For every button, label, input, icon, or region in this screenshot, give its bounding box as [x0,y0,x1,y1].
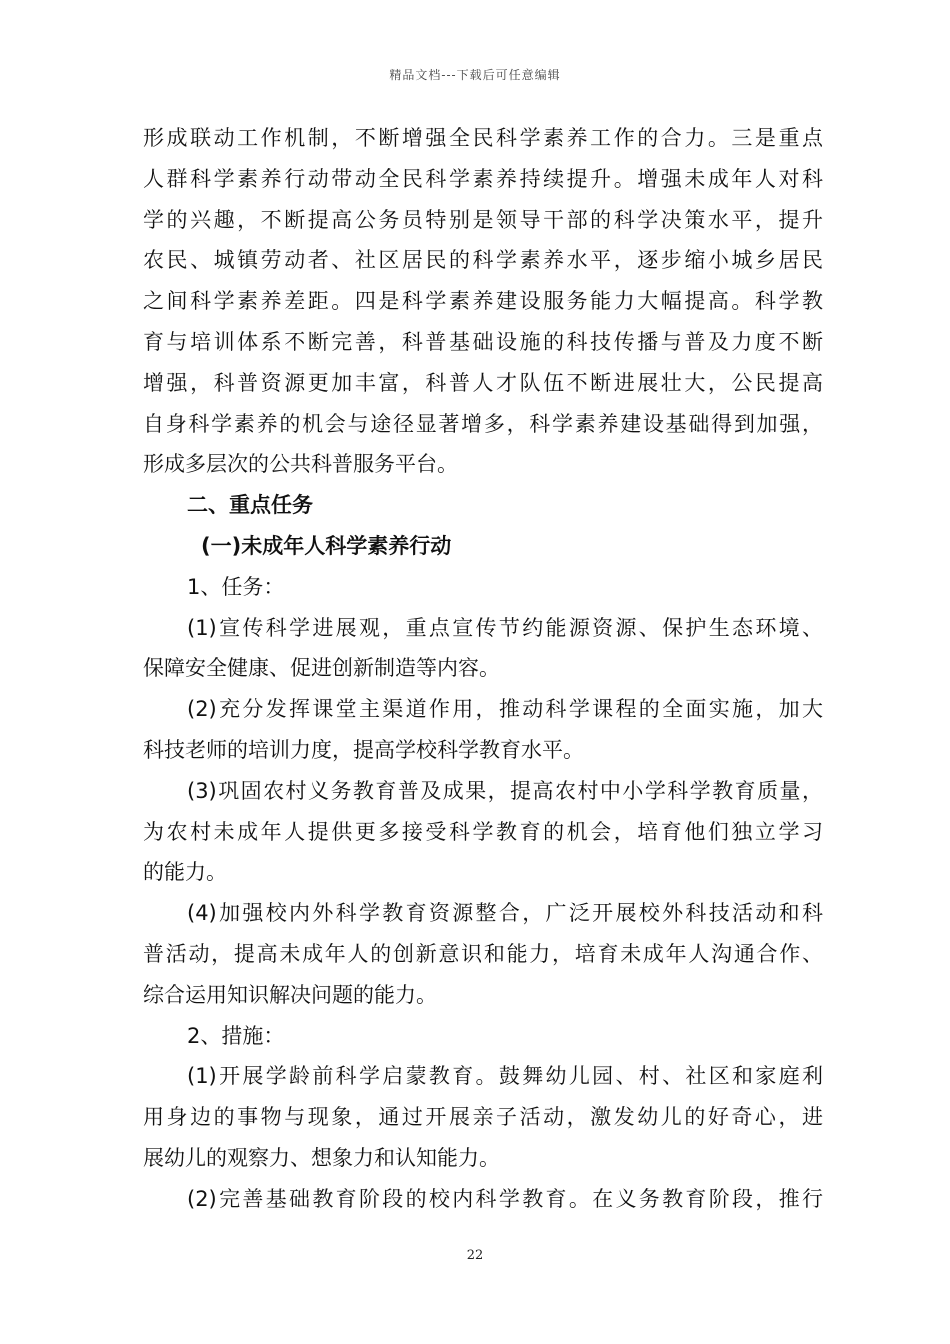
paragraph-line: 育与培训体系不断完善，科普基础设施的科技传播与普及力度不断 [143,329,823,354]
document-body [143,118,823,1220]
paragraph-line: 用身边的事物与现象，通过开展亲子活动，激发幼儿的好奇心，进 [143,1105,823,1130]
paragraph-line: 保障安全健康、促进创新制造等内容。 [143,656,500,681]
paragraph-line: (1)宣传科学进展观，重点宣传节约能源资源、保护生态环境、 [187,615,823,640]
paragraph-line: 形成联动工作机制，不断增强全民科学素养工作的合力。三是重点 [143,126,823,150]
subsection-heading: (一)未成年人科学素养行动 [201,533,452,558]
paragraph-line: 增强，科普资源更加丰富，科普人才队伍不断进展壮大，公民提高 [143,370,823,395]
paragraph-line: (1)开展学龄前科学启蒙教育。鼓舞幼儿园、村、社区和家庭利 [187,1064,823,1089]
paragraph-line: 学的兴趣，不断提高公务员特别是领导干部的科学决策水平，提升 [143,207,823,232]
item-heading: 1、任务： [187,574,285,599]
section-heading: 二、重点任务 [187,493,313,518]
paragraph-line: 自身科学素养的机会与途径显著增多，科学素养建设基础得到加强， [143,411,823,436]
item-heading: 2、措施： [187,1023,285,1048]
paragraph-line: (3)巩固农村义务教育普及成果，提高农村中小学科学教育质量， [187,778,823,803]
paragraph-line: 的能力。 [143,860,227,885]
paragraph-line: 为农村未成年人提供更多接受科学教育的机会，培育他们独立学习 [143,819,823,844]
paragraph-line: 形成多层次的公共科普服务平台。 [143,452,458,477]
paragraph-line: 科技老师的培训力度，提高学校科学教育水平。 [143,737,584,762]
page-header: 精品文档---下载后可任意编辑 [389,68,561,82]
paragraph-line: (4)加强校内外科学教育资源整合，广泛开展校外科技活动和科 [187,901,823,926]
paragraph-line: (2)完善基础教育阶段的校内科学教育。在义务教育阶段，推行 [187,1186,823,1211]
page-number: 22 [466,1248,484,1263]
paragraph-line: 综合运用知识解决问题的能力。 [143,982,437,1007]
paragraph-line: (2)充分发挥课堂主渠道作用，推动科学课程的全面实施，加大 [187,697,823,722]
paragraph-line: 农民、城镇劳动者、社区居民的科学素养水平，逐步缩小城乡居民 [143,248,823,273]
paragraph-line: 普活动，提高未成年人的创新意识和能力，培育未成年人沟通合作、 [143,941,823,966]
paragraph-line: 之间科学素养差距。四是科学素养建设服务能力大幅提高。科学教 [143,289,823,314]
paragraph-line: 人群科学素养行动带动全民科学素养持续提升。增强未成年人对科 [143,166,823,191]
paragraph-line: 展幼儿的观察力、想象力和认知能力。 [143,1145,500,1170]
